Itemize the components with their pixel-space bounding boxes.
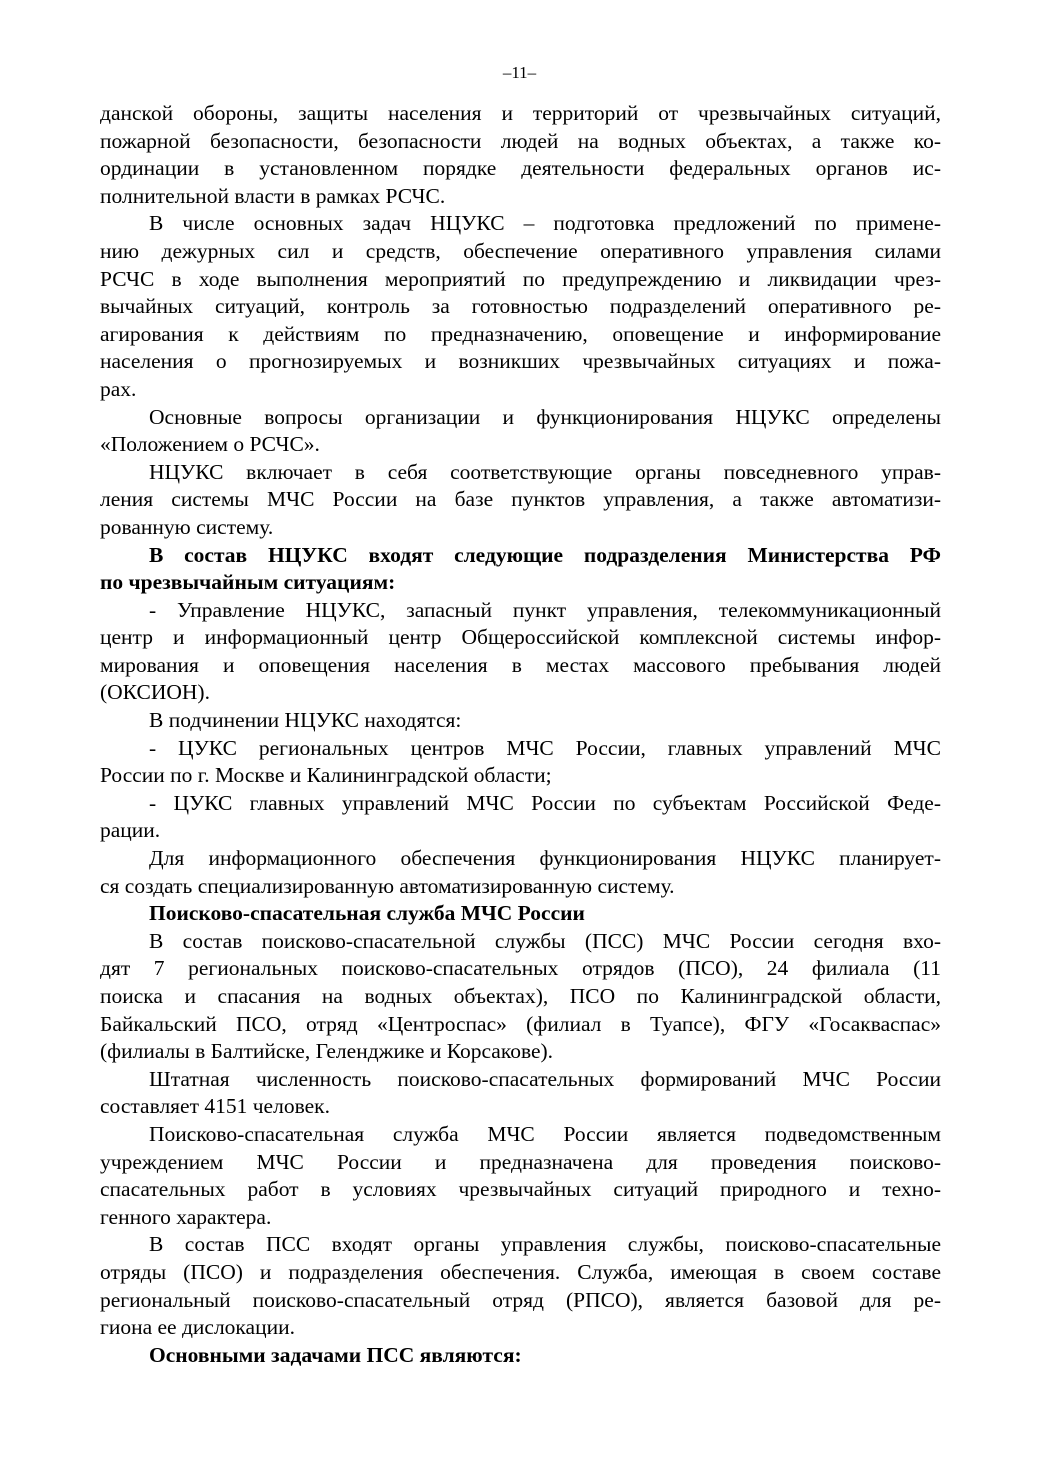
text-line: рованную систему. <box>100 514 274 539</box>
text-line: рах. <box>100 376 137 401</box>
text-line: (филиалы в Балтийске, Геленджике и Корсакове). <box>100 1039 554 1064</box>
text-line: НЦУКС включает в себя соответствующие органы повседневного управ- <box>149 459 941 484</box>
text-line: отряды (ПСО) и подразделения обеспечения. Служба, имеющая в своем составе <box>100 1259 941 1284</box>
text-line: центр и информационный центр Общероссийской комплексной системы инфор- <box>100 625 941 650</box>
text-line: РСЧС в ходе выполнения мероприятий по предупреждению и ликвидации чрез- <box>100 266 941 291</box>
text-line: В числе основных задач НЦУКС – подготовка предложений по примене- <box>149 211 941 236</box>
text-line: составляет 4151 человек. <box>100 1094 330 1119</box>
text-line: вычайных ситуаций, контроль за готовностью подразделений оперативного ре- <box>100 294 941 319</box>
heading-line: В состав НЦУКС входят следующие подразделения Министерства РФ <box>149 542 941 567</box>
text-line: «Положением о РСЧС». <box>100 432 320 457</box>
text-line: гиона ее дислокации. <box>100 1315 295 1340</box>
text-line: поиска и спасания на водных объектах), ПСО по Калининградской области, <box>100 984 941 1008</box>
text-line: В состав поисково-спасательной службы (ПСС) МЧС России сегодня вхо- <box>149 928 941 953</box>
text-line: рации. <box>100 818 161 843</box>
page-number: –11– <box>502 63 537 82</box>
text-line: Основные вопросы организации и функционирования НЦУКС определены <box>149 404 941 429</box>
text-line: Штатная численность поисково-спасательных формирований МЧС России <box>149 1066 941 1091</box>
text-line: ся создать специализированную автоматизированную систему. <box>100 873 675 898</box>
text-line: Байкальский ПСО, отряд «Центроспас» (филиал в Туапсе), ФГУ «Госакваспас» <box>100 1011 941 1036</box>
text-line: - Управление НЦУКС, запасный пункт управления, телекоммуникационный <box>149 597 941 622</box>
text-line: (ОКСИОН). <box>100 680 210 705</box>
text-line: - ЦУКС главных управлений МЧС России по субъектам Российской Феде- <box>149 790 941 815</box>
text-line: ординации в установленном порядке деятельности федеральных органов ис- <box>100 156 941 181</box>
text-line: нию дежурных сил и средств, обеспечение оперативного управления силами <box>100 238 941 263</box>
text-line: В состав ПСС входят органы управления службы, поисково-спасательные <box>149 1232 941 1257</box>
text-line: пожарной безопасности, безопасности людей на водных объектах, а также ко- <box>100 128 941 153</box>
text-line: региональный поисково-спасательный отряд (РПСО), является базовой для ре- <box>100 1287 941 1312</box>
heading-line: по чрезвычайным ситуациям: <box>100 570 396 595</box>
heading-line: Основными задачами ПСС являются: <box>149 1342 522 1367</box>
text-line: полнительной власти в рамках РСЧС. <box>100 183 446 208</box>
text-line: спасательных работ в условиях чрезвычайных ситуаций природного и техно- <box>100 1177 941 1202</box>
text-line: ления системы МЧС России на базе пунктов управления, а также автоматизи- <box>100 487 941 512</box>
body-text <box>100 100 941 1369</box>
text-line: дят 7 региональных поисково-спасательных отрядов (ПСО), 24 филиала (11 <box>100 956 941 981</box>
text-line: мирования и оповещения населения в местах массового пребывания людей <box>100 652 941 677</box>
heading-line: Поисково-спасательная служба МЧС России <box>149 901 585 926</box>
text-line: - ЦУКС региональных центров МЧС России, главных управлений МЧС <box>149 735 941 760</box>
text-line: данской обороны, защиты населения и территорий от чрезвычайных ситуаций, <box>100 101 941 125</box>
text-line: России по г. Москве и Калининградской области; <box>100 763 552 788</box>
text-line: В подчинении НЦУКС находятся: <box>149 708 462 733</box>
text-line: генного характера. <box>100 1204 272 1229</box>
text-line: населения о прогнозируемых и возникших чрезвычайных ситуациях и пожа- <box>100 349 941 374</box>
text-line: Для информационного обеспечения функционирования НЦУКС планирует- <box>149 846 941 871</box>
text-line: учреждением МЧС России и предназначена для проведения поисково- <box>100 1149 941 1174</box>
text-line: Поисково-спасательная служба МЧС России является подведомственным <box>149 1121 941 1146</box>
text-line: агирования к действиям по предназначению, оповещение и информирование <box>100 321 941 346</box>
